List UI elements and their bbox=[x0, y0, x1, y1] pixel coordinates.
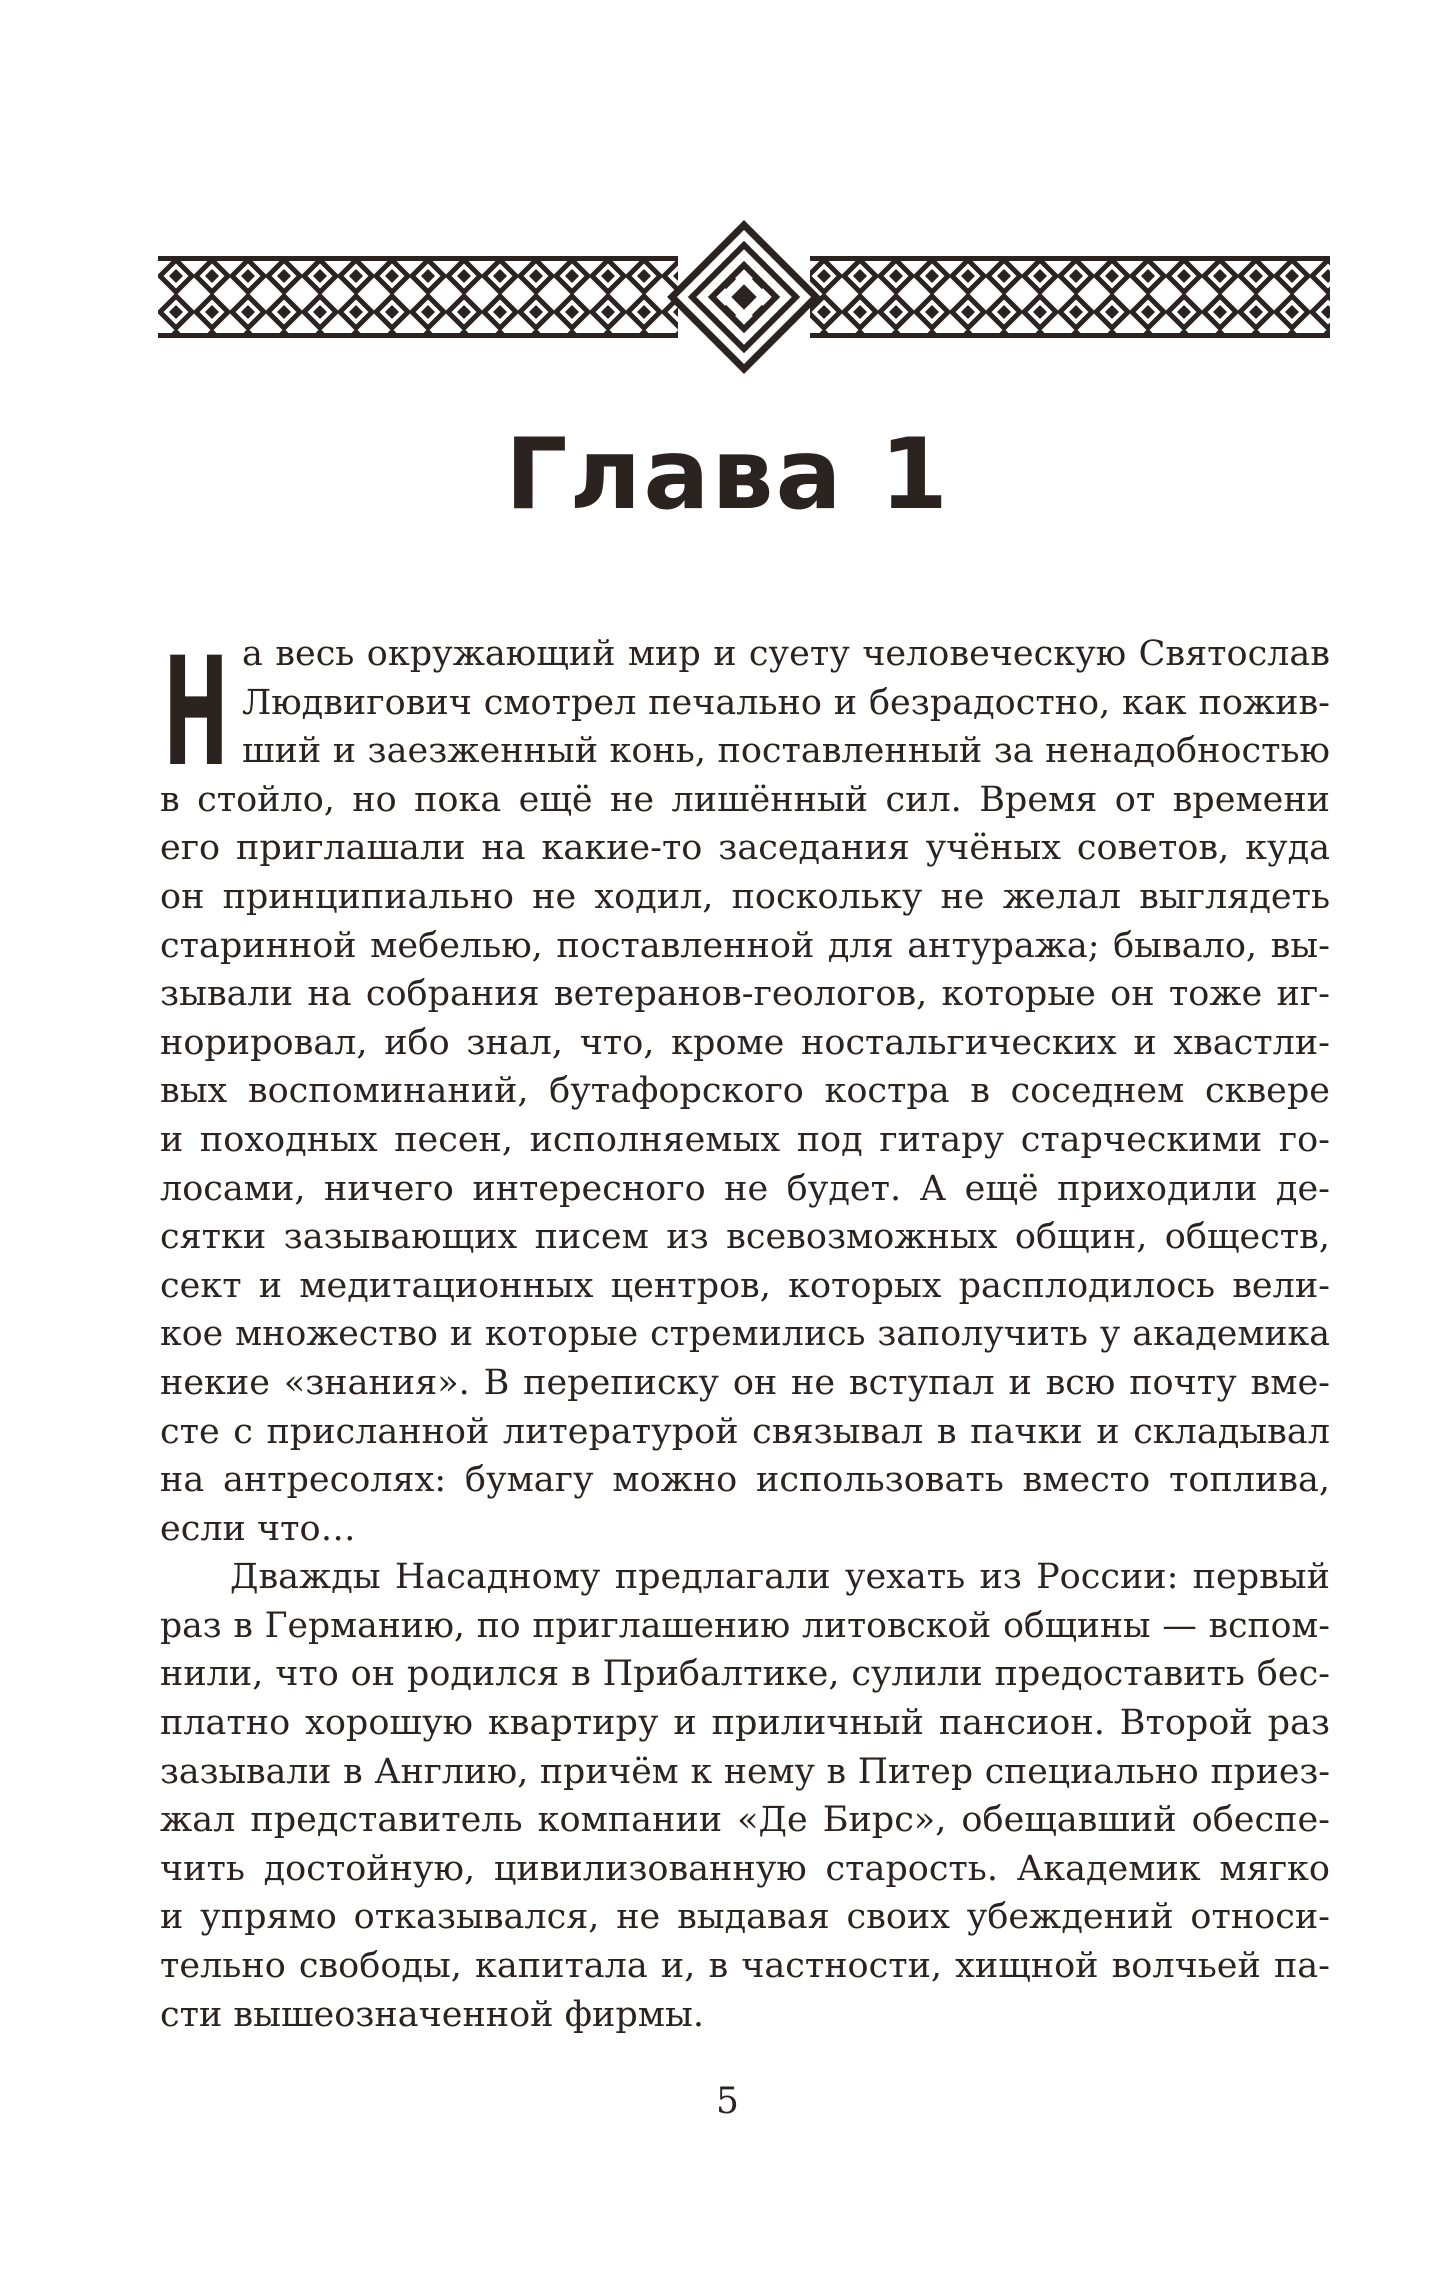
ornament-center-medallion bbox=[672, 225, 816, 369]
text-line: на антресолях: бумагу можно использовать вместо топлива, bbox=[160, 1460, 1330, 1501]
text-line: Дважды Насадному предлагали уехать из России: первый bbox=[230, 1557, 1330, 1598]
text-line: он принципиально не ходил, поскольку не желал выглядеть bbox=[160, 876, 1330, 917]
paragraph-1 bbox=[160, 630, 1330, 1553]
text-line: и походных песен, исполняемых под гитару старческими го- bbox=[160, 1119, 1330, 1160]
text-line: Людвигович смотрел печально и безрадостно, как пожив- bbox=[242, 682, 1330, 723]
text-line: в стойло, но пока ещё не лишённый сил. Время от времени bbox=[160, 779, 1330, 820]
chapter-title: Глава 1 bbox=[505, 418, 950, 532]
text-line: зывали на собрания ветеранов-геологов, которые он тоже иг- bbox=[160, 974, 1330, 1015]
text-line: ший и заезженный конь, поставленный за ненадобностью bbox=[242, 731, 1330, 772]
text-line: его приглашали на какие-то заседания учёных советов, куда bbox=[160, 828, 1330, 869]
text-line: норировал, ибо знал, что, кроме ностальгических и хвастли- bbox=[160, 1022, 1330, 1063]
text-line: а весь окружающий мир и суету человеческую Святослав bbox=[242, 634, 1330, 674]
text-line: сти вышеозначенной фирмы. bbox=[160, 1994, 704, 2035]
page-number: 5 bbox=[716, 2081, 739, 2122]
ornament-left-band bbox=[158, 256, 678, 338]
text-line: зазывали в Англию, причём к нему в Питер специально приез- bbox=[160, 1751, 1330, 1792]
text-line: старинной мебелью, поставленной для антуража; бывало, вы- bbox=[160, 925, 1330, 966]
drop-cap bbox=[160, 626, 232, 800]
text-line: сект и медитационных центров, которых расплодилось вели- bbox=[160, 1265, 1330, 1306]
text-line: кое множество и которые стремились заполучить у академика bbox=[160, 1314, 1330, 1355]
text-line: вых воспоминаний, бутафорского костра в соседнем сквере bbox=[160, 1071, 1330, 1112]
text-line: если что… bbox=[160, 1508, 356, 1549]
text-line: сте с присланной литературой связывал в пачки и складывал bbox=[160, 1411, 1330, 1452]
text-line: раз в Германию, по приглашению литовской общины — вспом- bbox=[160, 1605, 1330, 1646]
paragraph-2 bbox=[160, 1553, 1330, 2039]
ornament-band bbox=[158, 222, 1330, 372]
text-line: нили, что он родился в Прибалтике, сулили предоставить бес- bbox=[160, 1654, 1330, 1695]
body-text bbox=[160, 626, 1330, 2039]
text-line: чить достойную, цивилизованную старость. Академик мягко bbox=[160, 1848, 1330, 1889]
text-line: жал представитель компании «Де Бирс», обещавший обеспе- bbox=[160, 1800, 1330, 1841]
text-line: лосами, ничего интересного не будет. А ещё приходили де- bbox=[160, 1168, 1330, 1209]
text-line: платно хорошую квартиру и приличный пансион. Второй раз bbox=[160, 1703, 1330, 1744]
text-line: сятки зазывающих писем из всевозможных общин, обществ, bbox=[160, 1217, 1330, 1258]
text-line: и упрямо отказывался, не выдавая своих убеждений относи- bbox=[160, 1897, 1330, 1938]
drop-cap-letter: Н bbox=[163, 626, 229, 800]
text-line: некие «знания». В переписку он не вступал и всю почту вме- bbox=[160, 1362, 1330, 1403]
text-line: тельно свободы, капитала и, в частности, хищной волчьей па- bbox=[160, 1946, 1330, 1987]
ornament-right-band bbox=[810, 256, 1330, 338]
